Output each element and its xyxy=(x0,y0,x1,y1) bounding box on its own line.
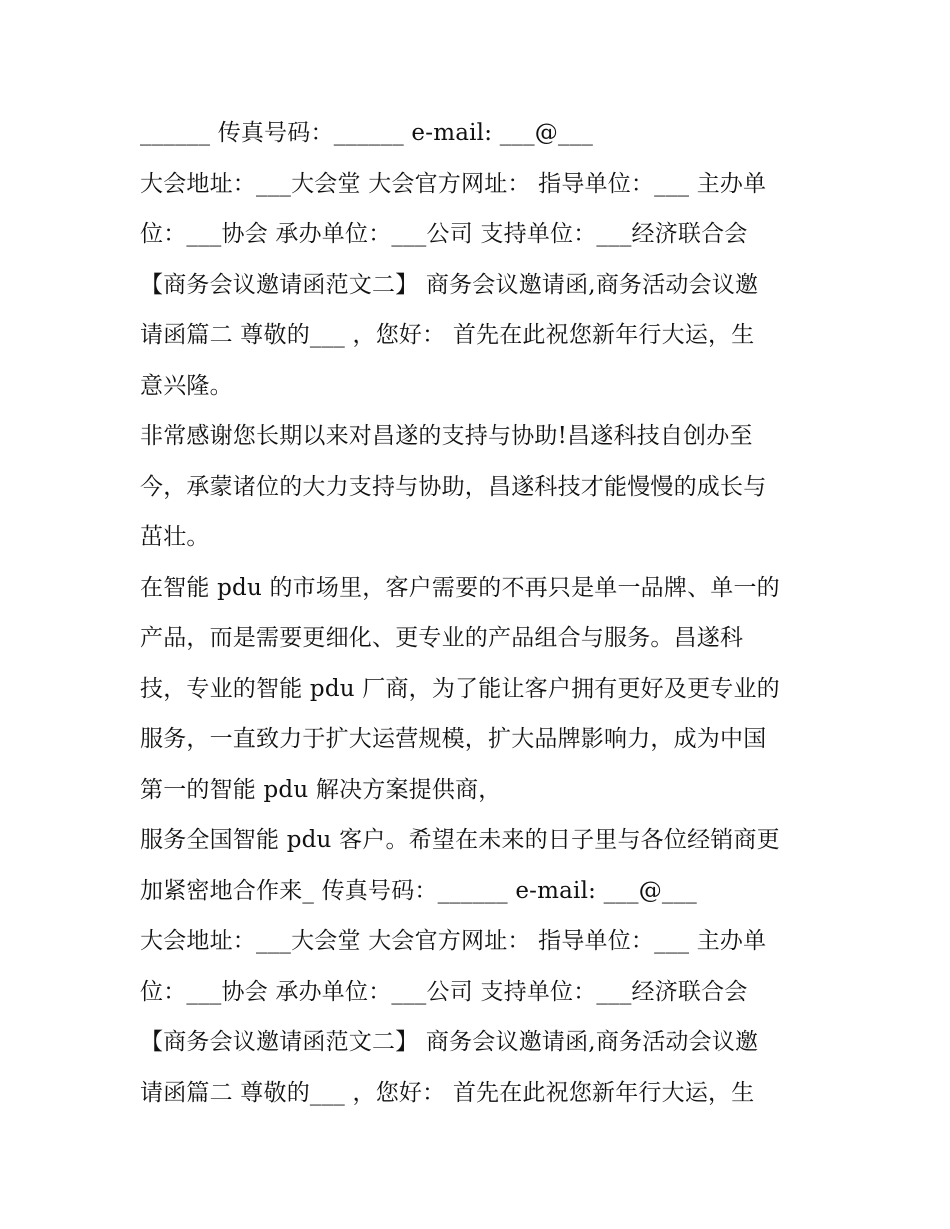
text-line: 茁壮。 xyxy=(140,524,210,550)
text-line: 服务全国智能 pdu 客户。希望在未来的日子里与各位经销商更 xyxy=(140,827,780,853)
text-line: 服务，一直致力于扩大运营规模，扩大品牌影响力，成为中国 xyxy=(140,726,767,752)
text-line: 加紧密地合作来_ 传真号码：______ e-mail: ___@___ xyxy=(140,877,697,904)
text-line: 在智能 pdu 的市场里，客户需要的不再只是单一品牌、单一的 xyxy=(140,574,780,601)
text-line: ______ 传真号码：______ e-mail: ___@___ xyxy=(140,120,594,146)
text-line: 非常感谢您长期以来对昌遂的支持与协助!昌遂科技自创办至 xyxy=(140,423,753,449)
text-line: 【商务会议邀请函范文二】 商务会议邀请函,商务活动会议邀 xyxy=(140,1029,759,1055)
text-line: 意兴隆。 xyxy=(140,372,233,399)
text-line: 位：___协会 承办单位：___公司 支持单位：___经济联合会 xyxy=(140,978,748,1005)
text-line: 第一的智能 pdu 解决方案提供商， xyxy=(140,776,502,803)
text-line: 位：___协会 承办单位：___公司 支持单位：___经济联合会 xyxy=(140,221,748,247)
text-line: 产品，而是需要更细化、更专业的产品组合与服务。昌遂科 xyxy=(140,625,744,651)
text-line: 今，承蒙诸位的大力支持与协助，昌遂科技才能慢慢的成长与 xyxy=(140,473,767,500)
text-line: 请函篇二 尊敬的___ ，您好： 首先在此祝您新年行大运，生 xyxy=(140,1079,755,1106)
text-line: 【商务会议邀请函范文二】 商务会议邀请函,商务活动会议邀 xyxy=(140,271,759,298)
text-line: 大会地址：___大会堂 大会官方网址： 指导单位：___ 主办单 xyxy=(140,928,767,954)
text-line: 技，专业的智能 pdu 厂商，为了能让客户拥有更好及更专业的 xyxy=(140,675,780,702)
document-body xyxy=(140,108,820,1118)
text-line: 请函篇二 尊敬的___ ，您好： 首先在此祝您新年行大运，生 xyxy=(140,322,755,348)
text-line: 大会地址：___大会堂 大会官方网址： 指导单位：___ 主办单 xyxy=(140,170,767,197)
